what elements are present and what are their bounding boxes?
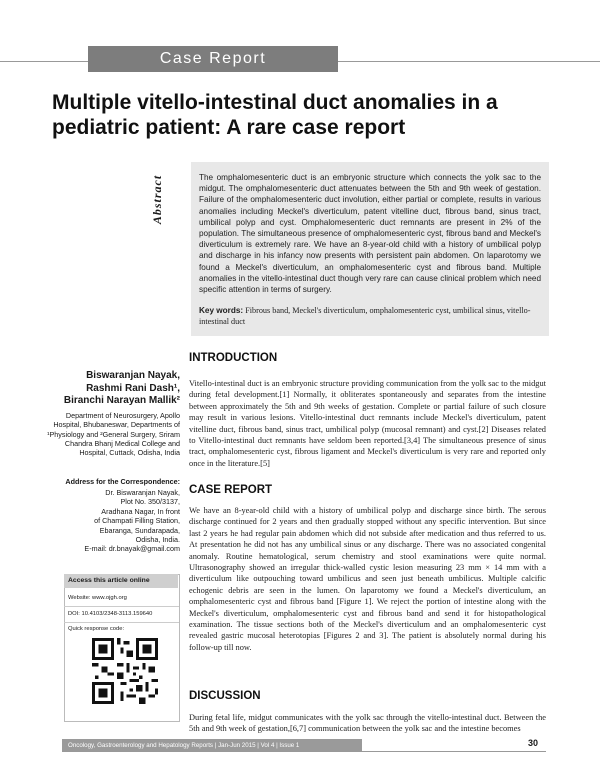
qr-code-icon[interactable] bbox=[92, 638, 158, 704]
affiliation: Department of Neurosurgery, Apollo Hospital, Bhubaneswar, Departments of ¹Physiology and ²General Surgery, Sriram Chandra Bhanj Medical College and Hospital, Cuttack, Odisha, India bbox=[47, 411, 180, 458]
qr-label: Quick response code: bbox=[68, 626, 125, 632]
corr-line: Ebaranga, Sundarapada, bbox=[99, 525, 180, 535]
correspondence-address bbox=[40, 488, 180, 554]
corr-line: of Champati Filling Station, bbox=[94, 516, 180, 526]
corr-line: Dr. Biswaranjan Nayak, bbox=[105, 488, 180, 497]
corr-line: Plot No. 350/3137, bbox=[120, 497, 180, 507]
corr-line: Odisha, India. bbox=[135, 535, 180, 545]
author-3: Biranchi Narayan Mallik² bbox=[63, 395, 180, 406]
case-report-label: Case Report bbox=[159, 50, 267, 67]
abstract-label-container bbox=[150, 162, 183, 242]
discussion-heading: DISCUSSION bbox=[189, 690, 261, 702]
author-1: Biswaranjan Nayak, bbox=[86, 370, 180, 381]
access-divider bbox=[64, 622, 179, 623]
footer-rule bbox=[62, 751, 546, 752]
corr-email[interactable]: E-mail: dr.bnayak@gmail.com bbox=[84, 544, 180, 554]
website-link[interactable]: Website: www.ojgh.org bbox=[68, 595, 127, 601]
keywords-label: Key words: bbox=[199, 306, 244, 315]
correspondence-heading: Address for the Correspondence: bbox=[65, 477, 180, 486]
author-list bbox=[40, 370, 180, 408]
keywords bbox=[199, 306, 541, 327]
journal-footer-band bbox=[62, 739, 362, 751]
case-report-text: We have an 8-year-old child with a history of umbilical polyp and discharge since birth. The serous discharge continued for 2 years and then gradually stopped without any specific intervention. But since last 2 years he had regular pain abdomen which did not subside after medication and thus referred to us. At presentation he did not has any umbilical sinus or any discharge. There was no associated congenital anomaly. Routine hematological, serum chemistry and stool examinations were quite normal. Ultrasonography showed an irregular thick-walled cystic lesion measuring 23 mm × 14 mm with a diverticulum like outpouching toward umbilicus and seen just beneath umbilicus. Multiple calcific echogenic debris are seen in the lumen. On laparotomy we found a Meckel's diverticulum, an omphalomesenteric cyst and fibrous band [Figure 1]. We reject the portion of intestine along with the Meckel's diverticulum, omphalomesenteric cyst and fibrous band and send it for histopathological examination. The tissue sections both of the Meckel's diverticulum and an omphalomesenteric cyst revealed gastric mucosal heterotopias [Figures 2 and 3]. The patient is absolutely normal during his follow-up till now. bbox=[189, 506, 546, 652]
keywords-text: Fibrous band, Meckel's diverticulum, omphalomesenteric cyst, umbilical sinus, vitello-intestinal duct bbox=[199, 306, 531, 326]
introduction-text: Vitello-intestinal duct is an embryonic structure providing communication from the yolk sac to the midgut during fetal development.[1] Normally, it obliterates spontaneously and separates from the intestine between approximately the 5th and 9th weeks of gestation. Complete or partial failure of such closure may result in various lesions. Vitello-intestinal duct remnants include Meckel's diverticulum, patent vitelline duct, fibrous band, sinus tract, umbilical polyp (mucosal remnant) and cyst.[2] Diseases related to Vitello-intestinal duct remnants have seldom been reported.[3,4] The simultaneous presence of sinus tract, omphalomesenteric cyst, fibrous ligament and Meckel's diverticulum is very rare and reported only once in the literature.[5] bbox=[189, 379, 546, 468]
introduction-heading: INTRODUCTION bbox=[189, 352, 278, 364]
abstract-label: Abstract bbox=[150, 174, 165, 225]
access-divider bbox=[64, 606, 179, 607]
abstract-text: The omphalomesenteric duct is an embryonic structure which connects the yolk sac to the midgut. The omphalomesenteric duct attenuates between the 5th and 9th week of gestation. Failure of the omphalomesenteric duct involution, either partial or complete, results in various anomalies including Meckel's diverticulum, patent vitelline duct, fibrous band, sinus tract, umbilical polyp and cyst. Omphalomesenteric duct remnants are present in 2% of the population. The simultaneous presence of omphalomesenteric cyst, fibrous band and Meckel's diverticulum is extremely rare. We have an 8-year-old child with a history of umbilical polyp and discharge in his infancy now presents with persistent pain abdomen. On laparotomy we found a Meckel's diverticulum, an omphalomesenteric cyst and fibrous band. Multiple anomalies in the vitello-intestinal duct though very rare can cause clinical problem which need specific attention in terms of surgery. bbox=[199, 173, 541, 295]
corr-line: Aradhana Nagar, In front bbox=[101, 506, 180, 516]
journal-footer-text: Oncology, Gastroenterology and Hepatology Reports | Jan-Jun 2015 | Vol 4 | Issue 1 bbox=[68, 741, 300, 749]
access-title: Access this article online bbox=[64, 574, 178, 588]
doi-link[interactable]: DOI: 10.4103/2348-3113.159640 bbox=[68, 611, 153, 617]
discussion-text: During fetal life, midgut communicates with the yolk sac through the vitello-intestinal duct. Between the 5th and 9th week of gestation,[6,7] communication between the yolk sac and the intestine becomes bbox=[189, 713, 546, 734]
case-report-banner bbox=[88, 46, 338, 72]
page-number: 30 bbox=[528, 738, 539, 748]
author-2: Rashmi Rani Dash¹, bbox=[86, 382, 180, 394]
case-report-heading: CASE REPORT bbox=[189, 484, 273, 496]
article-title: Multiple vitello-intestinal duct anomalies in a pediatric patient: A rare case report bbox=[52, 91, 498, 139]
